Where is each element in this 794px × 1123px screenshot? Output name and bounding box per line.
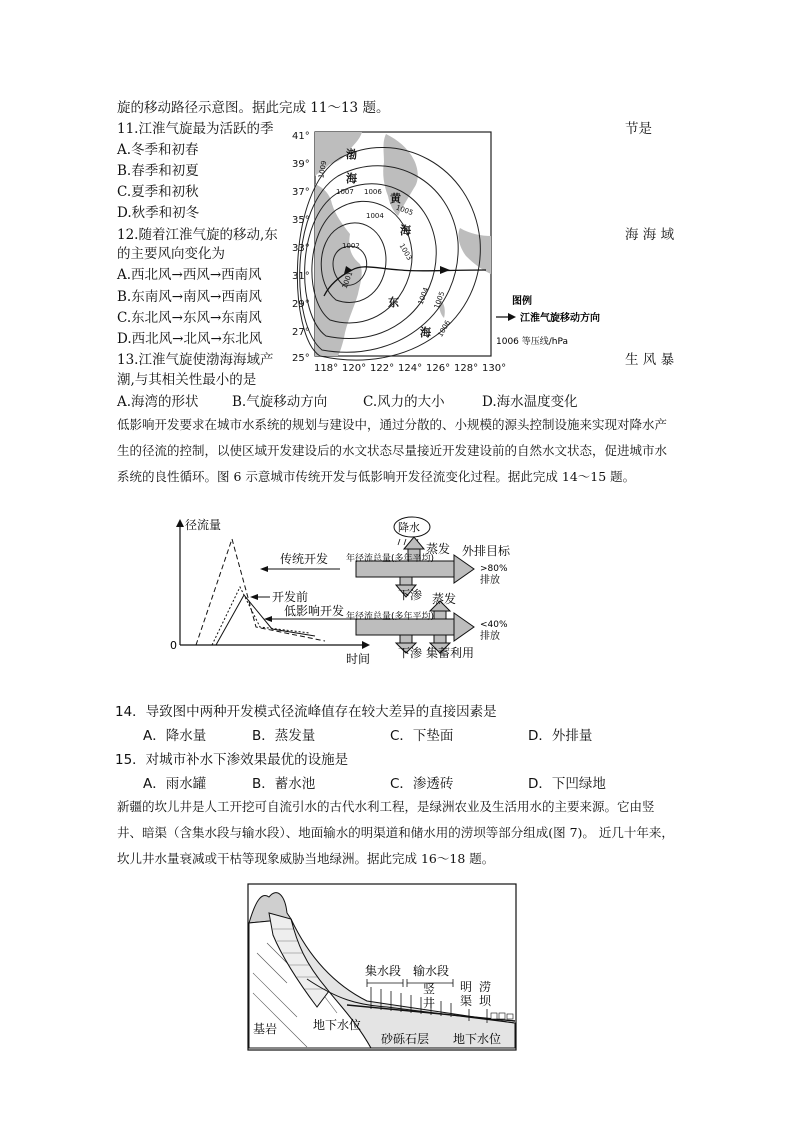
lat-label: 25° — [292, 353, 310, 364]
lon-label: 120° — [342, 363, 367, 374]
q15-stem: 15．对城市补水下渗效果最优的设施是 — [115, 752, 349, 768]
label-shaft1: 竖 — [423, 982, 436, 996]
label-lid: 低影响开发 — [284, 604, 345, 618]
isobar-label: 1004 — [366, 212, 384, 220]
house-icons — [491, 1013, 513, 1019]
q12-stem-a: 12.随着江淮气旋的移动,东 — [117, 227, 278, 243]
lat-label: 41° — [292, 131, 310, 142]
label-annual1: 年径流总量(多年平均) — [346, 554, 435, 564]
q11-option-a: A.冬季和初春 — [117, 142, 199, 158]
label-before: 开发前 — [272, 590, 309, 604]
label-shaft2: 井 — [423, 996, 436, 1010]
isobar-label: 1006 — [364, 188, 382, 196]
isobar-label: 1001 — [340, 270, 355, 290]
legend-isobar: 1006 等压线/hPa — [496, 337, 569, 347]
fig6-origin: 0 — [170, 639, 177, 652]
label-store: 集蓄利用 — [426, 646, 475, 660]
legend-path: 江淮气旋移动方向 — [520, 313, 600, 324]
karez-figure — [247, 883, 517, 1051]
q11-stem-b: 节是 — [625, 121, 652, 137]
q15-option-c: C．渗透砖 — [390, 776, 454, 792]
q11-option-c: C.夏季和初秋 — [117, 184, 199, 200]
place-label-hai: 海 — [420, 326, 431, 339]
runoff-figure — [160, 515, 520, 670]
isobar-label: 1005 — [432, 290, 447, 310]
isobar-label: 1007 — [336, 188, 354, 196]
q13-option-b: B.气旋移动方向 — [232, 394, 328, 410]
q14-option-b: B．蒸发量 — [252, 728, 316, 744]
lon-label: 128° — [454, 363, 479, 374]
q11-option-d: D.秋季和初冬 — [117, 205, 200, 221]
q12-option-c: C.东北风→东风→东南风 — [117, 310, 262, 326]
label-infil2: 下渗 — [398, 646, 423, 660]
isobar-label: 1005 — [394, 203, 415, 218]
q13-option-d: D.海水温度变化 — [482, 394, 578, 410]
label-gravel: 砂砾石层 — [381, 1032, 430, 1046]
q13-stem-a: 13.江淮气旋使渤海海域产 — [117, 352, 274, 368]
place-label-dong: 东 — [388, 296, 399, 309]
lon-label: 130° — [482, 363, 507, 374]
lon-label: 124° — [398, 363, 423, 374]
label-infil1: 下渗 — [398, 588, 423, 602]
label-outflow: 外排目标 — [462, 544, 511, 558]
lon-label: 118° — [314, 363, 339, 374]
legend-title: 图例 — [512, 296, 532, 307]
cyclone-map — [290, 124, 620, 374]
label-evap2: 蒸发 — [432, 592, 457, 606]
fig6-ylabel: 径流量 — [185, 518, 222, 532]
lon-label: 126° — [426, 363, 451, 374]
place-label-hai: 海 — [346, 172, 357, 185]
passage-lid: 低影响开发要求在城市水系统的规划与建设中，通过分散的、小规模的源头控制设施来实现对降水产生的径流的控制，以使区域开发建设后的水文状态尽量接近开发建设前的自然水文状态，促进城市水系统的良性循环。图 6 示意城市传统开发与低影响开发径流变化过程。据此完成 14～15 题。 — [117, 417, 668, 484]
label-canal2: 渠 — [460, 994, 473, 1008]
q13-option-c: C.风力的大小 — [363, 394, 445, 410]
q14-option-a: A．降水量 — [143, 728, 207, 744]
fig6-xlabel: 时间 — [346, 652, 371, 666]
isobar-label: 1003 — [397, 242, 414, 262]
label-transport: 输水段 — [413, 964, 450, 978]
lat-label: 35° — [292, 215, 310, 226]
q14-option-c: C．下垫面 — [390, 728, 454, 744]
q13-option-a: A.海湾的形状 — [117, 394, 199, 410]
label-rain: 降水 — [398, 521, 420, 534]
isobar-label: 1004 — [416, 286, 431, 306]
label-pct-low: <40% — [480, 620, 508, 630]
isobar-label: 1002 — [342, 242, 360, 250]
q12-option-b: B.东南风→南风→西南风 — [117, 289, 262, 305]
label-water2: 地下水位 — [453, 1032, 502, 1046]
lon-label: 122° — [370, 363, 395, 374]
label-pct-high: >80% — [480, 564, 508, 574]
q12-stem-c: 的主要风向变化为 — [117, 246, 225, 262]
label-annual2: 年径流总量(多年平均) — [346, 612, 435, 622]
q15-option-b: B．蓄水池 — [252, 776, 316, 792]
intro-line: 旋的移动路径示意图。据此完成 11～13 题。 — [117, 100, 390, 116]
q15-option-a: A．雨水罐 — [143, 776, 207, 792]
lat-label: 33° — [292, 243, 310, 254]
lat-label: 27° — [292, 327, 310, 338]
q13-stem-c: 潮,与其相关性最小的是 — [117, 372, 257, 388]
q11-option-b: B.春季和初夏 — [117, 163, 199, 179]
isobar-label: 1006 — [436, 319, 453, 339]
label-pond1: 涝 — [479, 980, 492, 994]
label-bedrock: 基岩 — [253, 1022, 278, 1036]
lat-label: 37° — [292, 187, 310, 198]
lat-label: 39° — [292, 159, 310, 170]
label-collect: 集水段 — [365, 964, 402, 978]
label-traditional: 传统开发 — [280, 552, 329, 566]
label-pond2: 坝 — [479, 994, 492, 1008]
label-evap1: 蒸发 — [426, 542, 451, 556]
q15-option-d: D．下凹绿地 — [528, 776, 606, 792]
label-discharge1: 排放 — [480, 575, 500, 586]
map-legend — [496, 294, 600, 347]
place-label-bo: 渤 — [346, 148, 357, 161]
q12-option-a: A.西北风→西风→西南风 — [117, 267, 262, 283]
place-label-huang: 黄 — [390, 192, 401, 205]
q12-option-d: D.西北风→北风→东北风 — [117, 331, 263, 347]
q14-stem: 14．导致图中两种开发模式径流峰值存在较大差异的直接因素是 — [115, 704, 497, 720]
place-label-hai: 海 — [400, 224, 411, 237]
passage-karez: 新疆的坎儿井是人工开挖可自流引水的古代水利工程，是绿洲农业及生活用水的主要来源。它由竖井、暗渠（含集水段与输水段）、地面输水的明渠道和储水用的涝坝等部分组成(图 7)。 近几十年来，坎儿井水量衰减或干枯等现象威胁当地绿洲。据此完成 16～18 题。 — [117, 799, 674, 866]
label-discharge2: 排放 — [480, 631, 500, 642]
lat-label: 31° — [292, 271, 310, 282]
isobar-label: 1009 — [317, 160, 329, 179]
q11-stem-a: 11.江淮气旋最为活跃的季 — [117, 121, 274, 137]
q14-option-d: D．外排量 — [528, 728, 593, 744]
label-canal1: 明 — [460, 980, 473, 994]
label-water1: 地下水位 — [313, 1018, 362, 1032]
lat-label: 29° — [292, 299, 310, 310]
q13-stem-b: 生 风 暴 — [625, 352, 675, 368]
q12-stem-b: 海 海 域 — [625, 227, 675, 243]
